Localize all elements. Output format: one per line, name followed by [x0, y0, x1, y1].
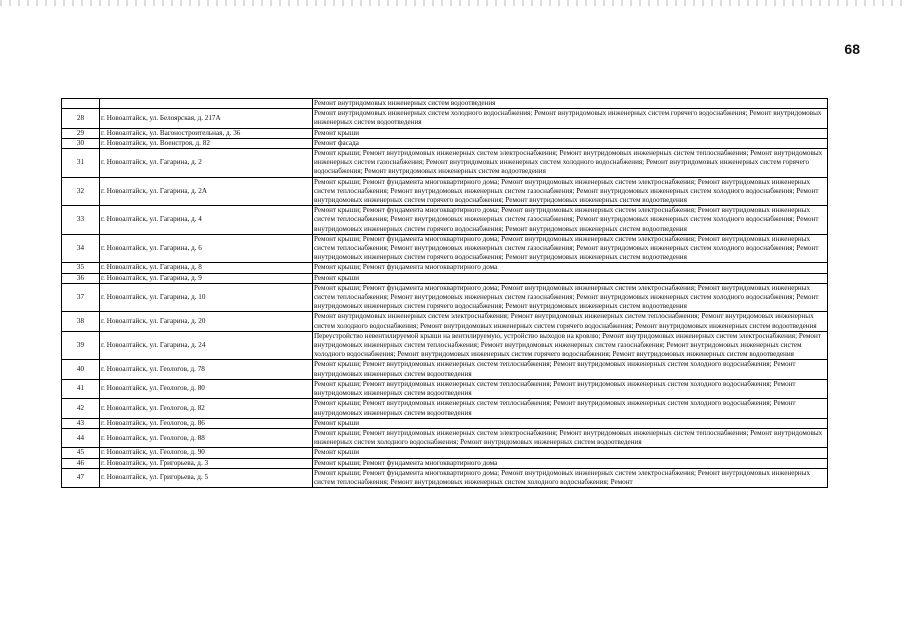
row-address: г. Новоалтайск, ул. Гагарина, д. 6 — [100, 234, 313, 263]
row-address: г. Новоалтайск, ул. Военстроя, д. 82 — [100, 138, 313, 148]
table-row — [62, 418, 828, 428]
row-works: Ремонт крыши; Ремонт фундамента многоквартирного дома — [313, 458, 828, 468]
row-works: Ремонт фасада — [313, 138, 828, 148]
table-row — [62, 128, 828, 138]
row-works: Ремонт крыши; Ремонт фундамента многоквартирного дома; Ремонт внутридомовых инженерных систем электроснабжения; Ремонт внутридомовых инженерных систем теплоснабжения; Ремонт внутридомовых инженерных систем газоснабжения; Ремонт внутридомовых инженерных систем холодного водоснабжения; Ремонт внутридомовых инженерных систем горячего водоснабжения; Ремонт внутридомовых инженерных систем водоотведения — [313, 234, 828, 263]
table-row — [62, 448, 828, 458]
table-row — [62, 263, 828, 273]
row-works: Ремонт крыши — [313, 418, 828, 428]
table-row — [62, 273, 828, 283]
page-number: 68 — [844, 41, 860, 57]
row-works: Ремонт крыши; Ремонт внутридомовых инженерных систем теплоснабжения; Ремонт внутридомовых инженерных систем холодного водоснабжения; Ремонт внутридомовых инженерных систем водоотведения — [313, 360, 828, 379]
row-number: 37 — [62, 283, 100, 312]
row-works: Ремонт внутридомовых инженерных систем электроснабжения; Ремонт внутридомовых инженерных систем теплоснабжения; Ремонт внутридомовых инженерных систем холодного водоснабжения; Ремонт внутридомовых инженерных систем горячего водоснабжения; Ремонт внутридомовых инженерных систем водоотведения — [313, 312, 828, 331]
row-works: Ремонт крыши — [313, 273, 828, 283]
row-works: Ремонт крыши; Ремонт фундамента многоквартирного дома; Ремонт внутридомовых инженерных систем электроснабжения; Ремонт внутридомовых инженерных систем теплоснабжения; Ремонт внутридомовых инженерных систем газоснабжения; Ремонт внутридомовых инженерных систем холодного водоснабжения; Ремонт внутридомовых инженерных систем горячего водоснабжения; Ремонт внутридомовых инженерных систем водоотведения — [313, 177, 828, 206]
row-works: Ремонт крыши — [313, 128, 828, 138]
row-address: г. Новоалтайск, ул. Гагарина, д. 2 — [100, 149, 313, 178]
table-row — [62, 138, 828, 148]
row-address: г. Новоалтайск, ул. Гагарина, д. 9 — [100, 273, 313, 283]
table-row — [62, 312, 828, 331]
row-address: г. Новоалтайск, ул. Григорьева, д. 5 — [100, 468, 313, 487]
row-number: 43 — [62, 418, 100, 428]
table-row — [62, 283, 828, 312]
row-works: Ремонт крыши; Ремонт внутридомовых инженерных систем теплоснабжения; Ремонт внутридомовых инженерных систем холодного водоснабжения; Ремонт внутридомовых инженерных систем водоотведения — [313, 399, 828, 418]
row-works: Ремонт крыши — [313, 448, 828, 458]
row-number: 47 — [62, 468, 100, 487]
row-number: 36 — [62, 273, 100, 283]
row-address: г. Новоалтайск, ул. Гагарина, д. 20 — [100, 312, 313, 331]
row-number: 32 — [62, 177, 100, 206]
table-row — [62, 428, 828, 447]
scan-edge-artifact — [0, 0, 904, 6]
row-address: г. Новоалтайск, ул. Григорьева, д. 3 — [100, 458, 313, 468]
row-number: 34 — [62, 234, 100, 263]
row-number — [62, 99, 100, 109]
row-works: Ремонт крыши; Ремонт внутридомовых инженерных систем электроснабжения; Ремонт внутридомовых инженерных систем теплоснабжения; Ремонт внутридомовых инженерных систем холодного водоснабжения; Ремонт внутридомовых инженерных систем водоотведения — [313, 428, 828, 447]
row-works: Ремонт крыши; Ремонт фундамента многоквартирного дома; Ремонт внутридомовых инженерных систем электроснабжения; Ремонт внутридомовых инженерных систем теплоснабжения; Ремонт внутридомовых инженерных систем газоснабжения; Ремонт внутридомовых инженерных систем холодного водоснабжения; Ремонт внутридомовых инженерных систем горячего водоснабжения; Ремонт внутридомовых инженерных систем водоотведения — [313, 206, 828, 235]
row-number: 44 — [62, 428, 100, 447]
row-address: г. Новоалтайск, ул. Гагарина, д. 2А — [100, 177, 313, 206]
row-number: 40 — [62, 360, 100, 379]
row-address: г. Новоалтайск, ул. Геологов, д. 90 — [100, 448, 313, 458]
row-number: 39 — [62, 331, 100, 360]
table-row — [62, 468, 828, 487]
row-number: 45 — [62, 448, 100, 458]
row-address: г. Новоалтайск, ул. Гагарина, д. 4 — [100, 206, 313, 235]
table-row — [62, 399, 828, 418]
table-row — [62, 99, 828, 109]
table-row — [62, 149, 828, 178]
works-table — [61, 98, 828, 488]
row-number: 28 — [62, 109, 100, 128]
row-works: Ремонт крыши; Ремонт фундамента многоквартирного дома — [313, 263, 828, 273]
row-address: г. Новоалтайск, ул. Геологов, д. 82 — [100, 399, 313, 418]
row-number: 38 — [62, 312, 100, 331]
row-number: 31 — [62, 149, 100, 178]
row-number: 41 — [62, 379, 100, 398]
row-number: 46 — [62, 458, 100, 468]
row-number: 35 — [62, 263, 100, 273]
row-works: Ремонт крыши; Ремонт фундамента многоквартирного дома; Ремонт внутридомовых инженерных систем электроснабжения; Ремонт внутридомовых инженерных систем теплоснабжения; Ремонт внутридомовых инженерных систем холодного водоснабжения; Ремонт — [313, 468, 828, 487]
row-number: 42 — [62, 399, 100, 418]
row-works: Ремонт крыши; Ремонт фундамента многоквартирного дома; Ремонт внутридомовых инженерных систем электроснабжения; Ремонт внутридомовых инженерных систем теплоснабжения; Ремонт внутридомовых инженерных систем газоснабжения; Ремонт внутридомовых инженерных систем холодного водоснабжения; Ремонт внутридомовых инженерных систем горячего водоснабжения; Ремонт внутридомовых инженерных систем водоотведения — [313, 283, 828, 312]
row-number: 33 — [62, 206, 100, 235]
row-address: г. Новоалтайск, ул. Геологов, д. 88 — [100, 428, 313, 447]
row-works: Ремонт крыши; Ремонт внутридомовых инженерных систем электроснабжения; Ремонт внутридомовых инженерных систем теплоснабжения; Ремонт внутридомовых инженерных систем газоснабжения; Ремонт внутридомовых инженерных систем холодного водоснабжения; Ремонт внутридомовых инженерных систем горячего водоснабжения; Ремонт внутридомовых инженерных систем водоотведения — [313, 149, 828, 178]
row-address: г. Новоалтайск, ул. Геологов, д. 78 — [100, 360, 313, 379]
table-row — [62, 206, 828, 235]
row-address: г. Новоалтайск, ул. Гагарина, д. 10 — [100, 283, 313, 312]
table-row — [62, 360, 828, 379]
row-address: г. Новоалтайск, ул. Гагарина, д. 8 — [100, 263, 313, 273]
row-address — [100, 99, 313, 109]
row-works: Переустройство невентилируемой крыши на вентилируемую, устройство выходов на кровлю; Ремонт внутридомовых инженерных систем электроснабжения; Ремонт внутридомовых инженерных систем теплоснабжения; Ремонт внутридомовых инженерных систем газоснабжения; Ремонт внутридомовых инженерных систем холодного водоснабжения; Ремонт внутридомовых инженерных систем горячего водоснабжения; Ремонт внутридомовых инженерных систем водоотведения — [313, 331, 828, 360]
row-address: г. Новоалтайск, ул. Геологов, д. 86 — [100, 418, 313, 428]
row-number: 29 — [62, 128, 100, 138]
table-row — [62, 379, 828, 398]
row-works: Ремонт внутридомовых инженерных систем холодного водоснабжения; Ремонт внутридомовых инженерных систем горячего водоснабжения; Ремонт внутридомовых инженерных систем водоотведения — [313, 109, 828, 128]
table-row — [62, 109, 828, 128]
row-address: г. Новоалтайск, ул. Геологов, д. 80 — [100, 379, 313, 398]
table-row — [62, 458, 828, 468]
row-address: г. Новоалтайск, ул. Гагарина, д. 24 — [100, 331, 313, 360]
row-works: Ремонт крыши; Ремонт внутридомовых инженерных систем теплоснабжения; Ремонт внутридомовых инженерных систем холодного водоснабжения; Ремонт внутридомовых инженерных систем водоотведения — [313, 379, 828, 398]
table-row — [62, 234, 828, 263]
row-address: г. Новоалтайск, ул. Белоярская, д. 217А — [100, 109, 313, 128]
row-works: Ремонт внутридомовых инженерных систем водоотведения — [313, 99, 828, 109]
table-row — [62, 177, 828, 206]
row-number: 30 — [62, 138, 100, 148]
table-row — [62, 331, 828, 360]
row-address: г. Новоалтайск, ул. Вагоностроительная, д. 36 — [100, 128, 313, 138]
